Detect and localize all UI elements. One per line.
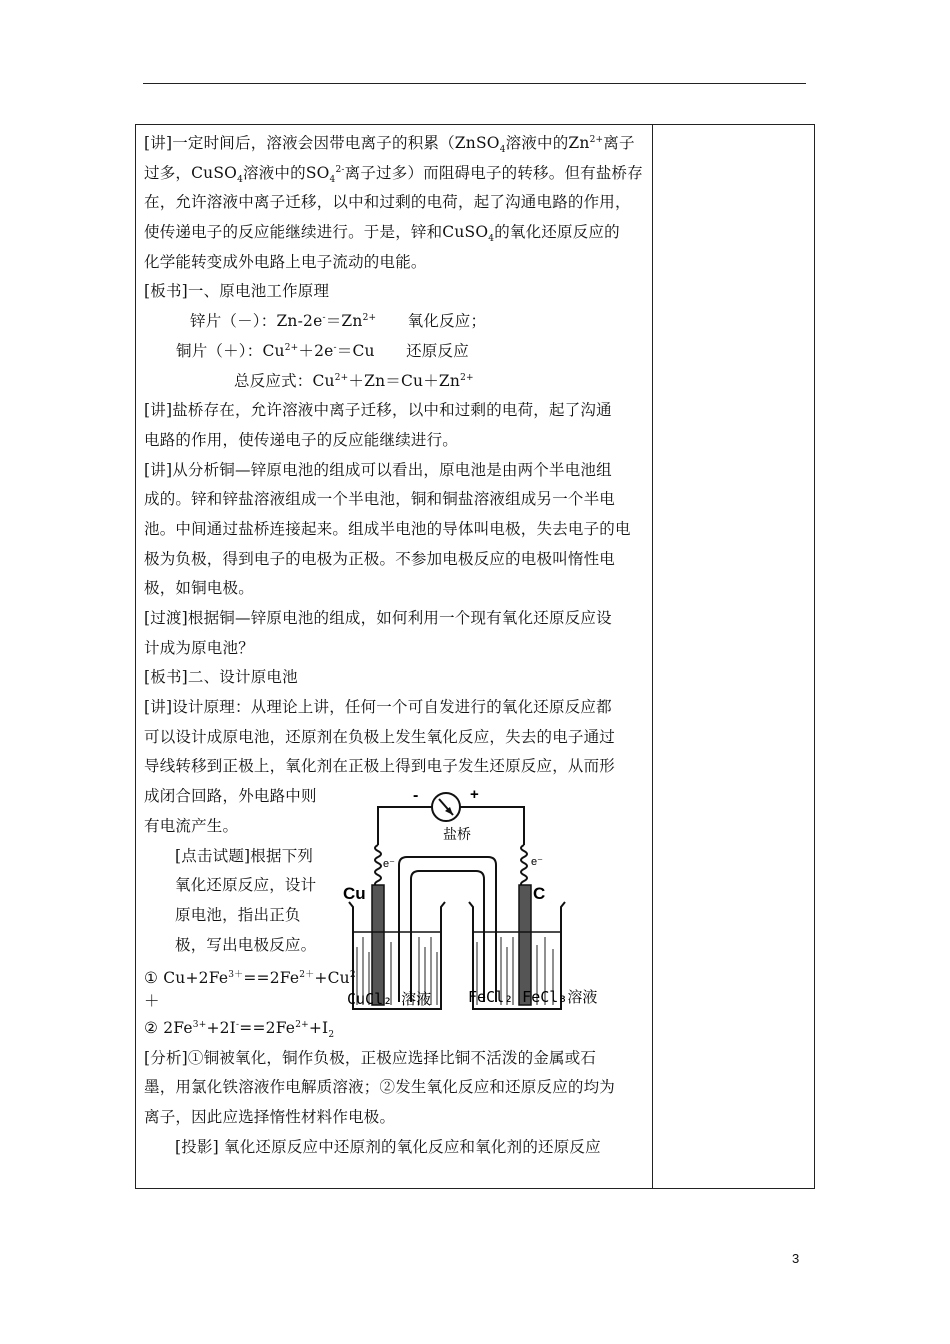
para-line: [点击试题]根据下列 [175, 846, 314, 865]
right-solution-label: FeCl₂ FeCl₃溶液 [468, 988, 598, 1006]
para-line: [讲]设计原理：从理论上讲，任何一个可自发进行的氧化还原反应都 [144, 698, 612, 717]
para-line: 可以设计成原电池，还原剂在负极上发生氧化反应，失去的电子通过 [144, 727, 616, 746]
para-line: 导线转移到正极上，氧化剂在正极上得到电子发生还原反应，从而形 [144, 757, 616, 776]
page-number: 3 [792, 1251, 800, 1266]
c-electrode-label: C [533, 884, 546, 903]
para-line: [投影] 氧化还原反应中还原剂的氧化反应和氧化剂的还原反应 [175, 1137, 601, 1156]
salt-bridge [399, 857, 496, 1002]
overall-reaction: 总反应式：$Cu^{2+}+Zn=Cu+Zn^{2+}$ [234, 371, 474, 390]
column-divider [652, 125, 653, 1188]
plus-sign: + [470, 787, 479, 803]
header-rule [143, 83, 806, 84]
para-line: [讲]从分析铜—锌原电池的组成可以看出，原电池是由两个半电池组 [144, 460, 612, 479]
reaction-2: ② $2Fe^{3+}+2I^-==2Fe^{2+}+I_2$ [144, 1018, 335, 1041]
board-heading: [板书]二、设计原电池 [144, 668, 298, 687]
cu-electrode-label: Cu [343, 884, 366, 903]
para-line: 电路的作用，使传递电子的反应能继续进行。 [144, 430, 459, 449]
para-line: 离子，因此应选择惰性材料作电极。 [144, 1108, 396, 1126]
left-wire [378, 807, 432, 845]
para-line: 极为负极，得到电子的电极为正极。不参加电极反应的电极叫惰性电 [144, 549, 616, 568]
para-line: [讲]盐桥存在，允许溶液中离子迁移，以中和过剩的电荷，起了沟通 [144, 401, 612, 420]
salt-bridge-label: 盐桥 [443, 827, 471, 843]
copper-half-reaction: 铜片（＋）：$Cu^{2+}+2e^-=Cu$ 还原反应 [176, 341, 469, 360]
reaction-1-continued: ＋ [144, 991, 160, 1010]
galvanic-cell-diagram [341, 787, 631, 1013]
para-line: 原电池，指出正负 [175, 905, 301, 924]
para-line: 使传递电子的反应能继续进行。于是，锌和CuSO$_4$的氧化还原反应的 [144, 223, 620, 245]
para-line: 极，如铜电极。 [144, 579, 254, 598]
para-line: 墨，用氯化铁溶液作电解质溶液；②发生氧化反应和还原反应的均为 [144, 1078, 616, 1097]
para-line: 计成为原电池？ [144, 638, 254, 657]
electron-left-label: e⁻ [383, 858, 395, 870]
electron-right-label: e⁻ [531, 856, 543, 868]
para-line: 成闭合回路，外电路中则 [144, 787, 317, 806]
para-line: 化学能转变成外电路上电子流动的电能。 [144, 252, 427, 271]
left-solution-label: CuCl₂ 溶液 [347, 990, 432, 1008]
zinc-half-reaction: 锌片（－）：$Zn-2e^-=Zn^{2+}$ 氧化反应； [190, 312, 487, 331]
para-line: 池。中间通过盐桥连接起来。组成半电池的导体叫电极，失去电子的电 [144, 519, 631, 538]
para-line: 过多，CuSO$_4$溶液中的$SO_4^{2-}$离子过多）而阻碍电子的转移。但有盐桥存 [144, 163, 643, 185]
lesson-table [135, 124, 815, 1189]
reaction-1: ① $Cu+2Fe^{3+}==2Fe^{2+}+Cu^2$ [144, 969, 356, 988]
para-line: 在，允许溶液中离子迁移，以中和过剩的电荷，起了沟通电路的作用， [144, 193, 631, 212]
para-line: [讲]一定时间后，溶液会因带电离子的积累（ZnSO$_4$溶液中的$Zn^{2+}$离子 [144, 134, 635, 156]
para-line: 氧化还原反应，设计 [175, 876, 317, 895]
board-heading: [板书]一、原电池工作原理 [144, 282, 330, 301]
para-line: [过渡]根据铜—锌原电池的组成，如何利用一个现有氧化还原反应设 [144, 609, 612, 627]
minus-sign: - [413, 787, 419, 804]
para-line: 成的。锌和锌盐溶液组成一个半电池，铜和铜盐溶液组成另一个半电 [144, 490, 616, 509]
left-spring [375, 845, 381, 887]
para-line: 极，写出电极反应。 [175, 935, 317, 954]
para-line: 有电流产生。 [144, 816, 239, 835]
para-line: [分析]①铜被氧化，铜作负极，正极应选择比铜不活泼的金属或石 [144, 1048, 597, 1067]
solution-labels [340, 985, 630, 1015]
right-spring [521, 845, 527, 887]
